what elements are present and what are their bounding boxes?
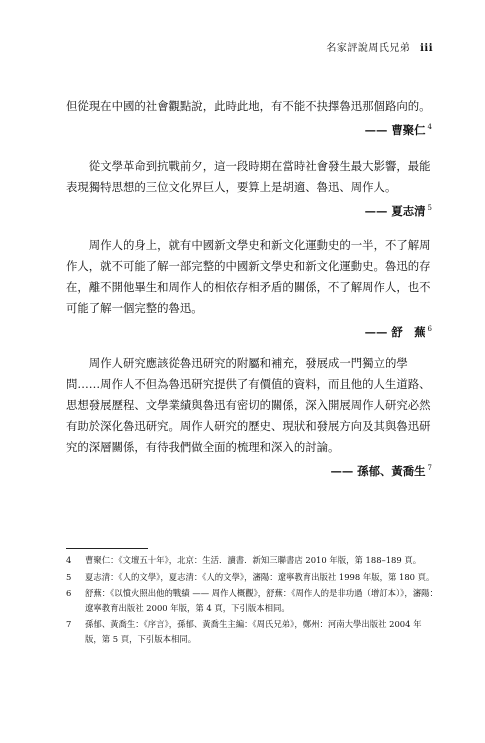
footnote-item [66, 617, 438, 646]
quote-block-3 [66, 235, 434, 343]
footnote-item [66, 553, 438, 568]
footnote-ref: 7 [427, 464, 432, 472]
quote-text: 從文學革命到抗戰前夕，這一段時期在當時社會發生最大影響，最能表現獨特思想的三位文化界巨人，要算上是胡適、魯迅、周作人。 [66, 159, 431, 194]
footnote-ref: 5 [427, 204, 432, 212]
attribution-name: —— 孫郁、黃喬生 [330, 463, 426, 478]
footnote-number: 4 [66, 555, 72, 565]
footnote-item [66, 586, 438, 615]
footnote-number: 7 [66, 619, 72, 629]
running-header [326, 39, 433, 54]
quote-attribution [66, 458, 434, 482]
footnote-text: 舒蕪：《以憤火照出他的戰績 —— 周作人概觀》，舒蕪：《周作人的是非功過（增訂本）》，瀋陽：遼寧教育出版社 2000 年版，第 4 頁，下引版本相同。 [85, 588, 438, 613]
quote-block-1 [66, 96, 434, 141]
footnote-divider [66, 548, 148, 549]
quote-block-2 [66, 156, 434, 222]
footnote-number: 6 [66, 588, 72, 598]
footnote-ref: 4 [427, 123, 432, 131]
quote-attribution [66, 117, 434, 141]
quote-attribution [66, 198, 434, 222]
footnote-ref: 6 [427, 325, 432, 333]
quote-block-4 [66, 353, 434, 482]
attribution-name: —— 曹聚仁 [364, 122, 426, 137]
attribution-name: —— 舒 蕪 [364, 324, 426, 339]
quote-text: 但從現在中國的社會觀點說，此時此地，有不能不抉擇魯迅那個路向的。 [66, 99, 431, 113]
quote-text: 周作人研究應該從魯迅研究的附屬和補充，發展成一門獨立的學問……周作人不但為魯迅研究提供了有價值的資料，而且他的人生道路、思想發展歷程、文學業績與魯迅有密切的關係，深入開展周作人研究必然有助於深化魯迅研究。周作人研究的歷史、現狀和發展方向及其與魯迅研究的深層關係，有待我們做全面的梳理和深入的討論。 [66, 356, 431, 454]
footnote-text: 曹聚仁：《文壇五十年》，北京：生活．讀書．新知三聯書店 2010 年版，第 188–189 頁。 [85, 555, 422, 565]
page-number: iii [420, 43, 433, 54]
quote-text: 周作人的身上，就有中國新文學史和新文化運動史的一半，不了解周作人，就不可能了解一部完整的中國新文學史和新文化運動史。魯迅的存在，離不開他畢生和周作人的相依存相矛盾的關係，不了解周作人，也不可能了解一個完整的魯迅。 [66, 238, 431, 315]
footnote-text: 夏志清：《人的文學》，夏志清：《人的文學》，瀋陽：遼寧教育出版社 1998 年版，第 180 頁。 [85, 571, 435, 582]
attribution-name: —— 夏志清 [364, 203, 426, 218]
footnote-item [66, 570, 438, 585]
footnotes [66, 553, 438, 648]
quote-attribution [66, 319, 434, 343]
footnote-text: 孫郁、黃喬生：《序言》，孫郁、黃喬生主編：《周氏兄弟》，鄭州：河南大學出版社 2004 年版，第 5 頁，下引版本相同。 [85, 619, 422, 644]
running-title: 名家評說周氏兄弟 [326, 43, 411, 54]
footnote-number: 5 [66, 571, 72, 582]
